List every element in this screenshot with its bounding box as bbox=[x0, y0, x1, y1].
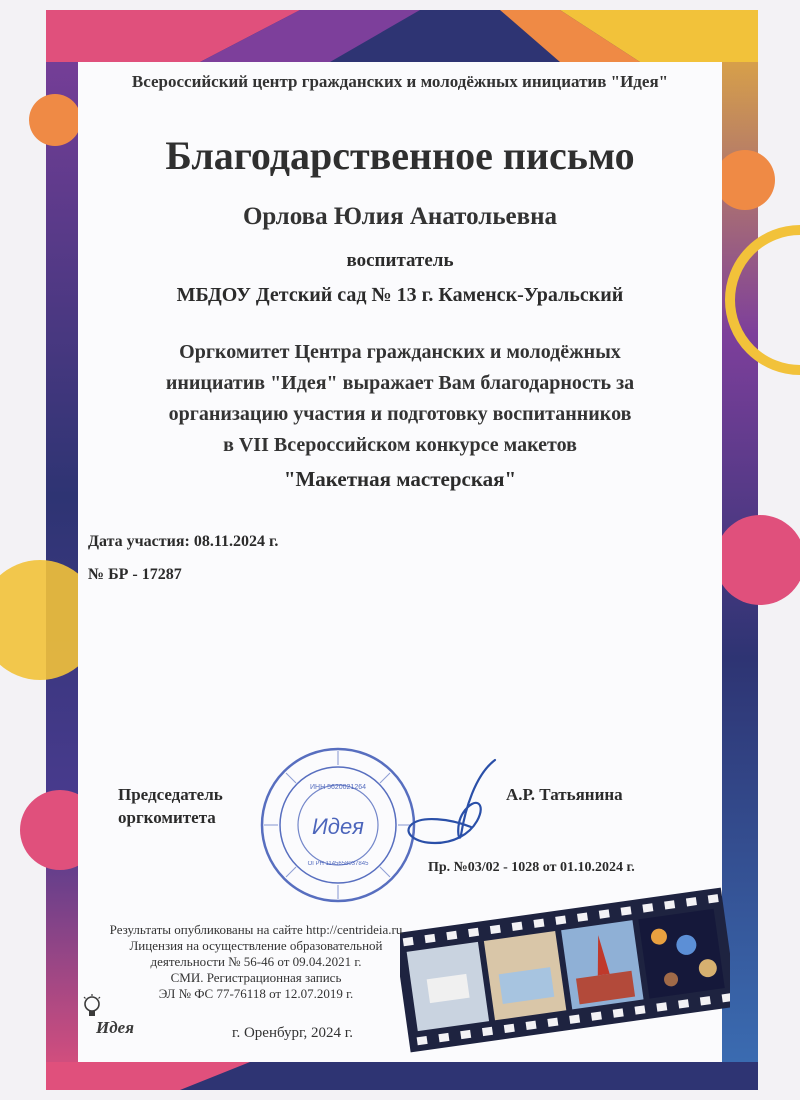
gratitude-text bbox=[110, 337, 690, 461]
signer-name: А.Р. Татьянина bbox=[506, 785, 623, 804]
footer-line: Результаты опубликованы на сайте http://centrideia.ru bbox=[109, 922, 403, 937]
footer-line: ЭЛ № ФС 77-76118 от 12.07.2019 г. bbox=[158, 986, 354, 1001]
gratitude-line: организацию участия и подготовку воспитанников bbox=[168, 403, 632, 425]
institution-name: МБДОУ Детский сад № 13 г. Каменск-Уральский bbox=[176, 284, 624, 306]
logo-text: Идея bbox=[96, 1018, 134, 1037]
recipient-position: воспитатель bbox=[346, 250, 454, 271]
contest-name: "Макетная мастерская" bbox=[283, 467, 517, 491]
footer-info bbox=[76, 922, 436, 1002]
stamp-ogrn: ОГРН 1145658037845 bbox=[307, 861, 369, 867]
gratitude-line: в VII Всероссийском конкурсе макетов bbox=[223, 434, 577, 456]
order-reference: Пр. №03/02 - 1028 от 01.10.2024 г. bbox=[428, 860, 635, 875]
stamp-inn: ИНН 5620021264 bbox=[309, 784, 367, 791]
footer-line: деятельности № 56-46 от 09.04.2021 г. bbox=[150, 954, 362, 969]
recipient-name: Орлова Юлия Анатольевна bbox=[242, 203, 558, 230]
document-title: Благодарственное письмо bbox=[165, 133, 635, 178]
gratitude-line: инициатив "Идея" выражает Вам благодарность за bbox=[165, 372, 635, 394]
stamp-center-text: Идея bbox=[312, 814, 364, 839]
participation-date: Дата участия: 08.11.2024 г. bbox=[88, 533, 279, 550]
footer-line: СМИ. Регистрационная запись bbox=[170, 970, 342, 985]
gratitude-line: Оргкомитет Центра гражданских и молодёжных bbox=[179, 341, 621, 363]
organization-header: Всероссийский центр гражданских и молодёжных инициатив "Идея" bbox=[131, 72, 669, 91]
footer-line: Лицензия на осуществление образовательной bbox=[129, 938, 383, 953]
city-year: г. Оренбург, 2024 г. bbox=[232, 1025, 353, 1041]
certificate-number: № БР - 17287 bbox=[88, 566, 182, 583]
chair-label: Председатель оргкомитета bbox=[118, 785, 223, 827]
